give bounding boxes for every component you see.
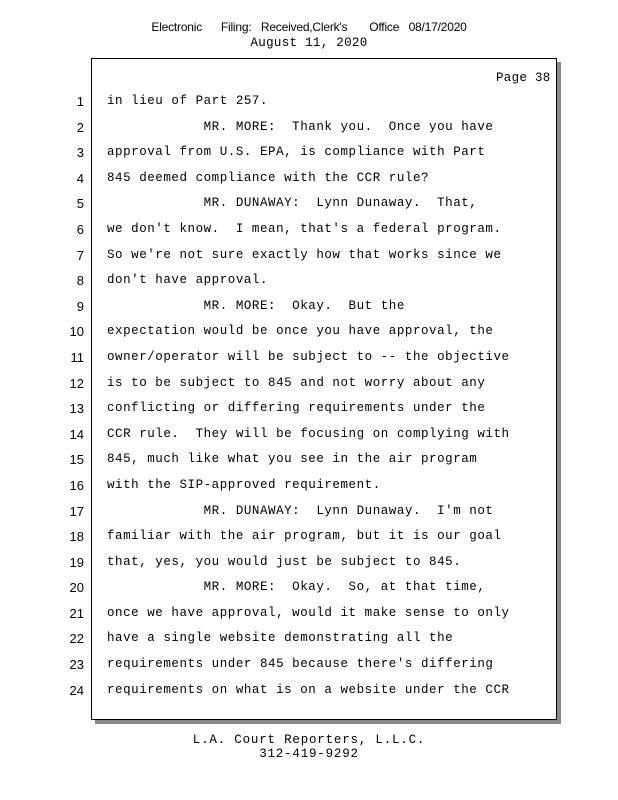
line-text: approval from U.S. EPA, is compliance with Part: [107, 145, 486, 160]
transcript-line: [0, 474, 618, 500]
line-text: owner/operator will be subject to -- the objective: [107, 349, 510, 364]
transcript-line: [0, 627, 618, 653]
line-number: 13: [69, 401, 84, 417]
line-number: 16: [69, 477, 84, 493]
line-number: 7: [76, 247, 84, 263]
hearing-date: August 11, 2020: [250, 36, 368, 50]
line-number: 6: [76, 221, 84, 237]
transcript-line: [0, 679, 618, 705]
transcript-line: [0, 244, 618, 270]
transcript-line: [0, 192, 618, 218]
transcript-line: [0, 116, 618, 142]
line-text: have a single website demonstrating all the: [107, 631, 454, 646]
line-text: conflicting or differing requirements under the: [107, 401, 486, 416]
line-text: that, yes, you would just be subject to 845.: [107, 554, 462, 569]
transcript-line: [0, 448, 618, 474]
line-text: So we're not sure exactly how that works since we: [107, 247, 502, 262]
transcript-line: [0, 218, 618, 244]
transcript-line: [0, 423, 618, 449]
line-number: 1: [76, 94, 84, 109]
page-number: Page 38: [496, 71, 551, 85]
line-number: 19: [69, 554, 84, 570]
transcript-line: [0, 167, 618, 193]
line-text: 845 deemed compliance with the CCR rule?: [107, 170, 430, 185]
transcript-line: [0, 500, 618, 526]
line-number: 21: [69, 605, 84, 621]
transcript-line: [0, 576, 618, 602]
transcript-line: [0, 372, 618, 398]
line-number: 24: [69, 682, 84, 698]
line-text: expectation would be once you have approval, the: [107, 324, 494, 339]
line-number: 20: [69, 580, 84, 596]
line-text: with the SIP-approved requirement.: [107, 477, 381, 492]
line-number: 23: [69, 657, 84, 673]
line-number: 5: [76, 196, 84, 212]
line-text: MR. MORE: Thank you. Once you have: [107, 119, 494, 134]
line-text: MR. MORE: Okay. So, at that time,: [107, 580, 486, 595]
line-text: in lieu of Part 257.: [107, 94, 269, 108]
transcript-line: [0, 346, 618, 372]
line-number: 14: [69, 426, 84, 442]
reporter-phone: 312-419-9292: [259, 747, 359, 761]
line-number: 10: [69, 324, 84, 340]
filing-stamp: Electronic Filing: Received,Clerk's Office 08/17/2020: [151, 20, 467, 34]
line-number: 12: [69, 375, 84, 391]
line-number: 8: [76, 273, 84, 289]
line-text: CCR rule. They will be focusing on complying with: [107, 426, 510, 441]
transcript-line: [0, 525, 618, 551]
transcript-line: [0, 141, 618, 167]
transcript-line: [0, 320, 618, 346]
line-number: 11: [70, 349, 84, 365]
transcript-line: [0, 90, 618, 116]
line-number: 3: [76, 145, 84, 161]
transcript-line: [0, 269, 618, 295]
line-number: 22: [69, 631, 84, 647]
line-text: MR. MORE: Okay. But the: [107, 298, 405, 313]
line-number: 17: [69, 503, 84, 519]
line-text: familiar with the air program, but it is our goal: [107, 529, 502, 544]
transcript-line: [0, 551, 618, 577]
transcript-line: [0, 653, 618, 679]
transcript-line: [0, 295, 618, 321]
line-number: 9: [76, 298, 84, 314]
line-number: 18: [69, 529, 84, 545]
line-text: 845, much like what you see in the air program: [107, 452, 478, 467]
line-number: 2: [76, 119, 84, 135]
transcript-line: [0, 602, 618, 628]
line-text: don't have approval.: [107, 273, 269, 288]
line-text: we don't know. I mean, that's a federal program.: [107, 221, 502, 236]
line-text: MR. DUNAWAY: Lynn Dunaway. I'm not: [107, 503, 494, 518]
line-text: requirements on what is on a website under the CCR: [107, 682, 510, 697]
line-number: 15: [69, 452, 84, 468]
line-text: requirements under 845 because there's differing: [107, 657, 494, 672]
line-text: once we have approval, would it make sense to only: [107, 605, 510, 620]
reporter-name: L.A. Court Reporters, L.L.C.: [192, 733, 426, 747]
transcript-body: [0, 90, 618, 704]
line-text: is to be subject to 845 and not worry about any: [107, 375, 486, 390]
transcript-line: [0, 397, 618, 423]
line-text: MR. DUNAWAY: Lynn Dunaway. That,: [107, 196, 478, 211]
line-number: 4: [76, 170, 84, 186]
